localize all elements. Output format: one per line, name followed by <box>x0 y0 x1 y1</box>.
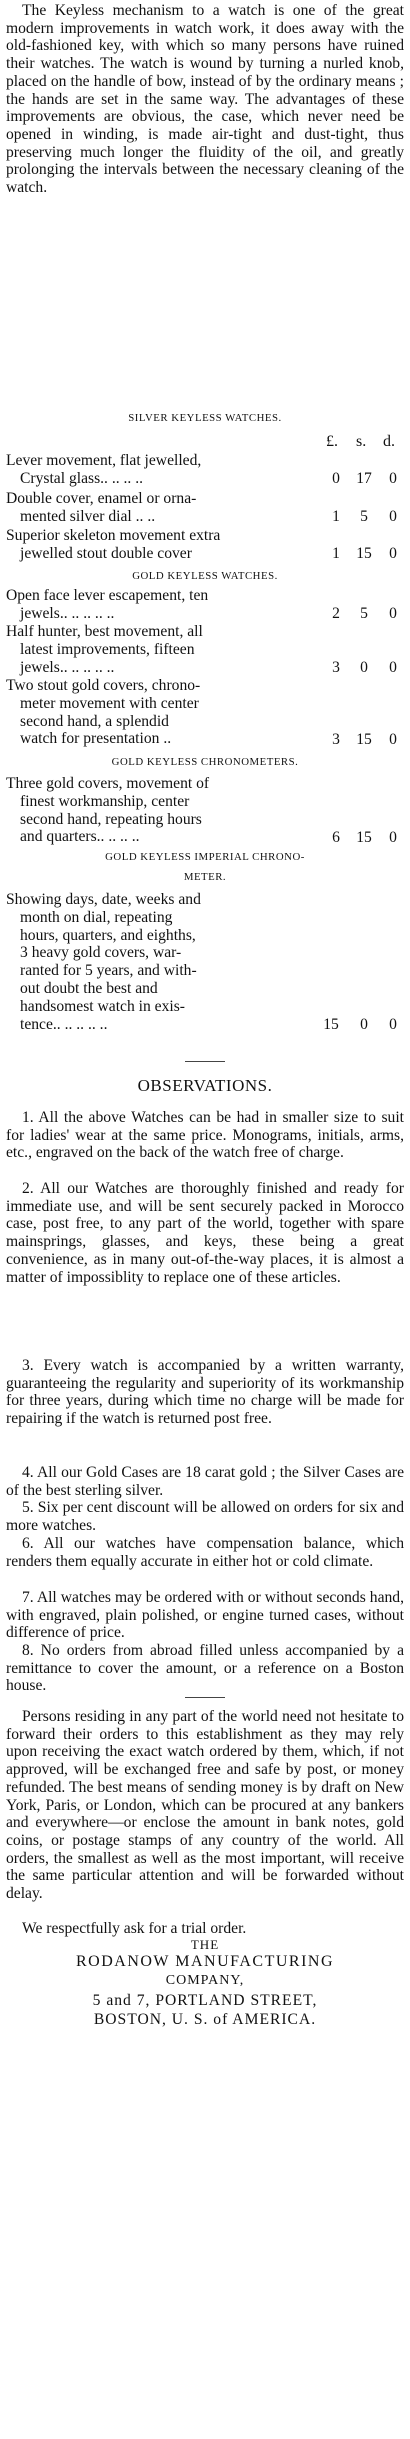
observation-1: 1. All the above Watches can be had in smaller size to suit for ladies' wear at the same price. Monograms, initials, arms, etc., engraved on the back of the watch free of charge. <box>6 1109 404 1162</box>
observation-4: 4. All our Gold Cases are 18 carat gold ; the Silver Cases are of the best sterling silver. <box>6 1464 404 1499</box>
intro-paragraph: The Keyless mechanism to a watch is one of the great modern improvements in watch work, it does away with the old-fashioned key, with which so many persons have ruined their watches. The watch is wound by turning a nurled knob, placed on the handle of bow, instead of by the ordinary means ; the hands are set in the same way. The advantages of these improvements are obvious, the case, which never need be opened in winding, is made air-tight and dust-tight, thus preserving much longer the fluidity of the oil, and greatly prolonging the intervals between the necessary cleaning of the watch. <box>6 2 404 197</box>
price-pence: 0 <box>389 731 397 748</box>
price-pence: 0 <box>389 470 397 487</box>
price-pence: 0 <box>389 605 397 622</box>
item-description: Showing days, date, weeks and month on dial, repeating hours, quarters, and eighths, 3 heavy gold covers, war- ranted for 5 years, and with- out doubt the best and handsomest watch in exis- tence.. .. .. .. .. <box>6 891 201 1033</box>
signature-the: THE <box>190 1937 220 1952</box>
trial-order-line: We respectfully ask for a trial order. <box>22 1920 247 1937</box>
item-description: Half hunter, best movement, all latest improvements, fifteen jewels.. .. .. .. .. <box>6 623 203 676</box>
price-shillings: 15 <box>356 829 372 846</box>
item-description: Lever movement, flat jewelled, Crystal glass.. .. .. .. <box>6 452 202 487</box>
section-heading-gold-keyless: GOLD KEYLESS WATCHES. <box>132 570 278 582</box>
price-shillings: 15 <box>356 731 372 748</box>
observation-5: 5. Six per cent discount will be allowed on orders for six and more watches. <box>6 1499 404 1534</box>
price-pence: 0 <box>389 508 397 525</box>
column-pence: d. <box>383 433 395 450</box>
observations-title: OBSERVATIONS. <box>137 1076 273 1095</box>
item-description: Double cover, enamel or orna- mented silver dial .. .. <box>6 490 197 525</box>
price-shillings: 5 <box>360 605 368 622</box>
price-pounds: 15 <box>323 1016 339 1033</box>
section-heading-silver-keyless: SILVER KEYLESS WATCHES. <box>128 412 282 424</box>
price-shillings: 15 <box>356 545 372 562</box>
price-shillings: 0 <box>360 1016 368 1033</box>
price-pence: 0 <box>389 545 397 562</box>
closing-paragraph: Persons residing in any part of the world need not hesitate to forward their orders to this establishment as they may rely upon receiving the exact watch ordered by them, which, if not approved, will be exchanged free and safe by post, or money refunded. The best means of sending money is by draft on New York, Paris, or London, which can be procured at any bankers and everywhere—or enclose the amount in bank notes, gold coins, or postage stamps of any country of the world. All orders, the smallest as well as the most important, will receive the same particular attention and will be forwarded without delay. <box>6 1708 404 1903</box>
price-shillings: 0 <box>360 659 368 676</box>
price-pence: 0 <box>389 659 397 676</box>
column-pounds: £. <box>326 433 338 450</box>
price-pence: 0 <box>389 829 397 846</box>
company-name: RODANOW MANUFACTURING <box>75 1953 335 1970</box>
price-pounds: 1 <box>332 508 340 525</box>
price-pence: 0 <box>389 1016 397 1033</box>
observation-7: 7. All watches may be ordered with or without seconds hand, with engraved, plain polished, or engine turned cases, without difference of price. <box>6 1589 404 1642</box>
observation-8: 8. No orders from abroad filled unless accompanied by a remittance to cover the amount, or a reference on a Boston house. <box>6 1642 404 1695</box>
price-shillings: 17 <box>356 470 372 487</box>
item-description: Two stout gold covers, chrono- meter movement with center second hand, a splendid watch for presentation .. <box>6 677 201 748</box>
price-pounds: 6 <box>332 829 340 846</box>
observation-6: 6. All our watches have compensation balance, which renders them equally accurate in either hot or cold climate. <box>6 1535 404 1570</box>
item-description: Three gold covers, movement of finest workmanship, center second hand, repeating hours and quarters.. .. .. .. <box>6 775 210 846</box>
divider <box>185 1061 225 1062</box>
company-city: BOSTON, U. S. of AMERICA. <box>93 2011 317 2028</box>
price-pounds: 1 <box>332 545 340 562</box>
item-description: Open face lever escapement, ten jewels.. .. .. .. .. <box>6 587 209 622</box>
company-word: COMPANY, <box>165 1973 245 1988</box>
observation-2: 2. All our Watches are thoroughly finished and ready for immediate use, and will be sent securely packed in Morocco case, post free, to any part of the world, together with spare mainsprings, glasses, and keys, these being a great convenience, as in many out-of-the-way places, it is almost a matter of impossiblity to replace one of these articles. <box>6 1180 404 1286</box>
column-shillings: s. <box>356 433 367 450</box>
observation-3: 3. Every watch is accompanied by a written warranty, guaranteeing the regularity and superiority of its workmanship for three years, during which time no charge will be made for repairing if the watch is returned post free. <box>6 1357 404 1428</box>
section-heading-gold-chronometers: GOLD KEYLESS CHRONOMETERS. <box>111 756 299 768</box>
price-pounds: 3 <box>332 659 340 676</box>
section-heading-imperial-chronometer-cont: METER. <box>183 871 227 883</box>
price-shillings: 5 <box>360 508 368 525</box>
company-street: 5 and 7, PORTLAND STREET, <box>92 1992 318 2009</box>
section-heading-imperial-chronometer: GOLD KEYLESS IMPERIAL CHRONO- <box>105 851 305 863</box>
price-pounds: 3 <box>332 731 340 748</box>
price-pounds: 0 <box>332 470 340 487</box>
divider <box>185 1697 225 1698</box>
price-pounds: 2 <box>332 605 340 622</box>
item-description: Superior skeleton movement extra jewelled stout double cover <box>6 527 221 562</box>
